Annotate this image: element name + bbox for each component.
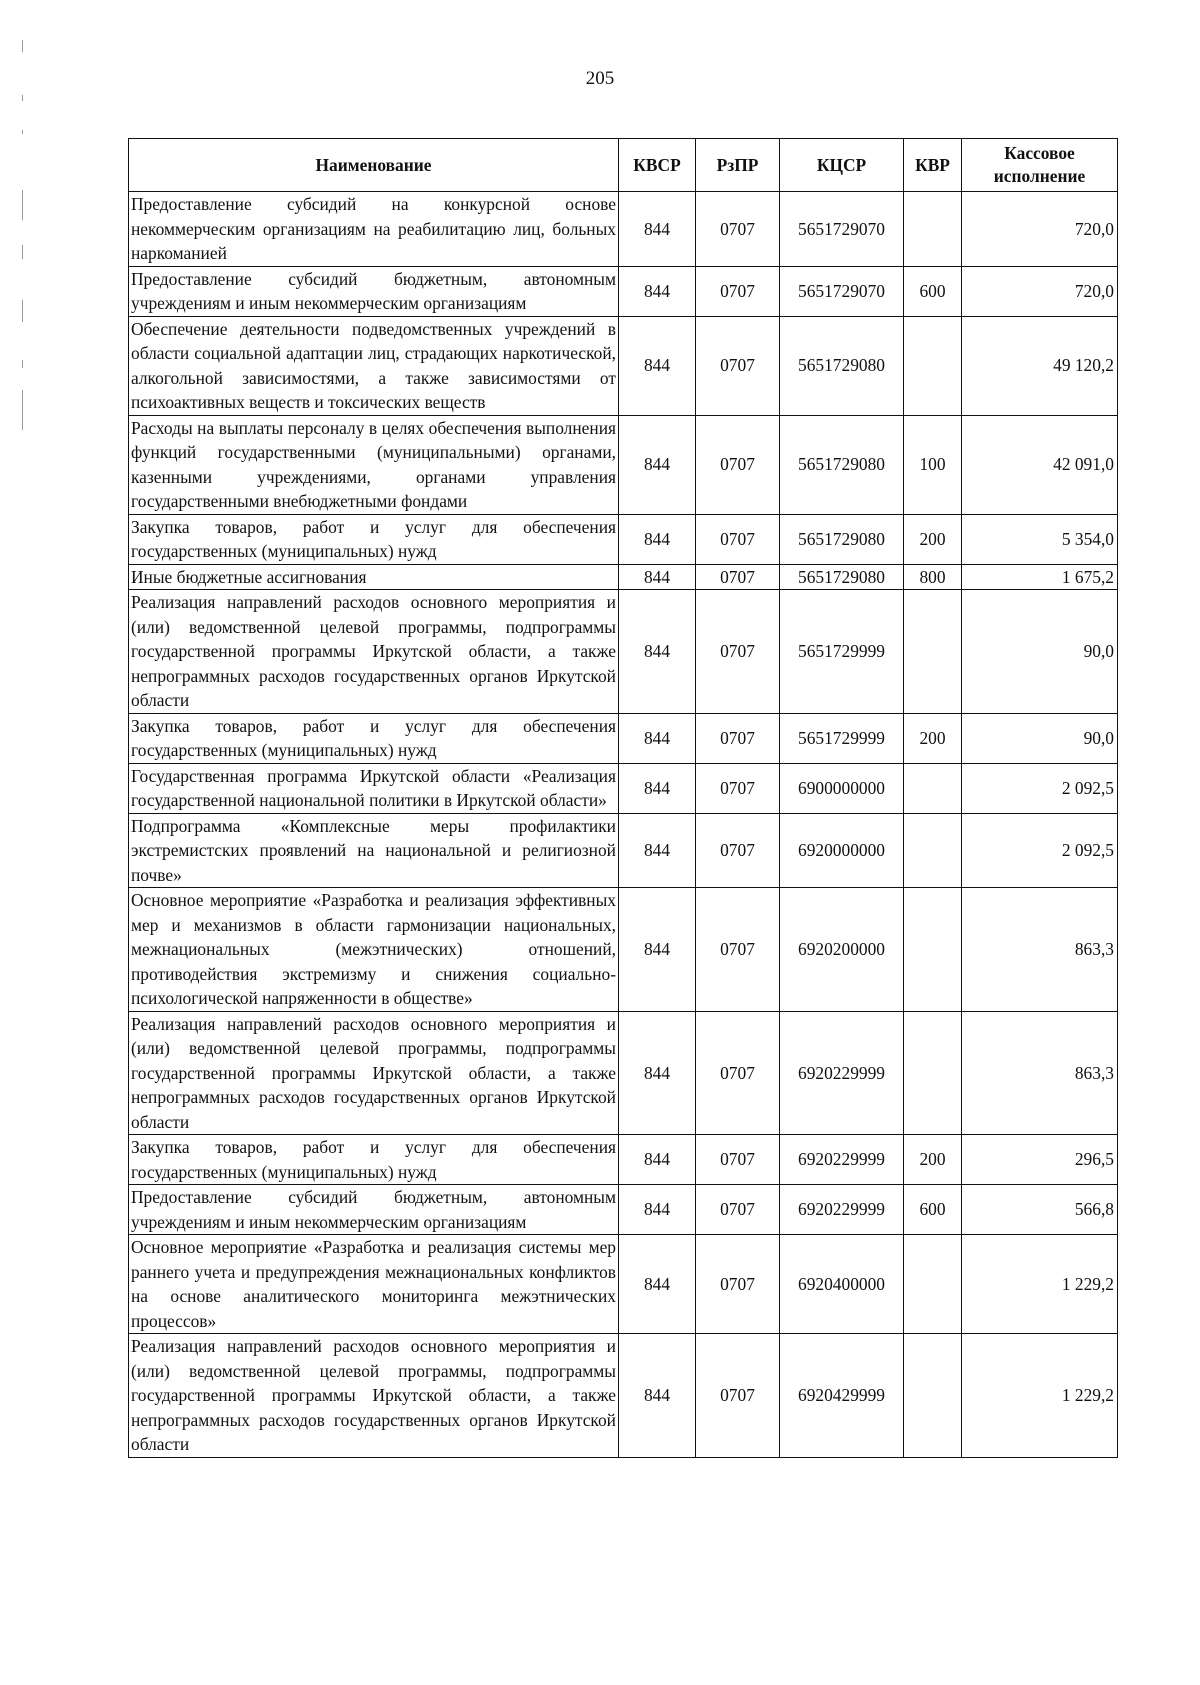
cell-kvr xyxy=(904,590,962,714)
cell-kvsr: 844 xyxy=(619,415,696,514)
cell-kvr: 600 xyxy=(904,266,962,316)
cell-kcsr: 6920400000 xyxy=(780,1235,904,1334)
table-row xyxy=(129,192,1118,267)
cell-rzpr: 0707 xyxy=(696,1135,780,1185)
header-kcsr: КЦСР xyxy=(780,139,904,192)
cell-amount: 90,0 xyxy=(962,590,1118,714)
cell-kcsr: 5651729999 xyxy=(780,590,904,714)
cell-rzpr: 0707 xyxy=(696,1011,780,1135)
cell-amount: 42 091,0 xyxy=(962,415,1118,514)
cell-name: Закупка товаров, работ и услуг для обеспечения государственных (муниципальных) нужд xyxy=(129,713,619,763)
cell-kcsr: 5651729080 xyxy=(780,564,904,590)
cell-kvr: 200 xyxy=(904,713,962,763)
cell-rzpr: 0707 xyxy=(696,590,780,714)
cell-kcsr: 6920229999 xyxy=(780,1135,904,1185)
cell-rzpr: 0707 xyxy=(696,415,780,514)
cell-kcsr: 5651729070 xyxy=(780,266,904,316)
cell-name: Подпрограмма «Комплексные меры профилактики экстремистских проявлений на национальной и религиозной почве» xyxy=(129,813,619,888)
cell-kvsr: 844 xyxy=(619,713,696,763)
cell-kvsr: 844 xyxy=(619,266,696,316)
cell-kvr: 200 xyxy=(904,1135,962,1185)
cell-kvsr: 844 xyxy=(619,1334,696,1458)
cell-kvsr: 844 xyxy=(619,763,696,813)
cell-kvr: 100 xyxy=(904,415,962,514)
cell-name: Предоставление субсидий бюджетным, автономным учреждениям и иным некоммерческим организациям xyxy=(129,266,619,316)
cell-kvr xyxy=(904,316,962,415)
cell-kvsr: 844 xyxy=(619,813,696,888)
cell-kcsr: 5651729999 xyxy=(780,713,904,763)
table-row xyxy=(129,514,1118,564)
table-header-row xyxy=(129,139,1118,192)
cell-kcsr: 6920200000 xyxy=(780,888,904,1012)
cell-kcsr: 5651729070 xyxy=(780,192,904,267)
cell-rzpr: 0707 xyxy=(696,266,780,316)
cell-kcsr: 6920229999 xyxy=(780,1185,904,1235)
cell-amount: 90,0 xyxy=(962,713,1118,763)
table-row xyxy=(129,713,1118,763)
header-kvr: КВР xyxy=(904,139,962,192)
cell-rzpr: 0707 xyxy=(696,316,780,415)
header-rzpr: РзПР xyxy=(696,139,780,192)
cell-kvsr: 844 xyxy=(619,192,696,267)
cell-kvsr: 844 xyxy=(619,564,696,590)
cell-amount: 720,0 xyxy=(962,192,1118,267)
cell-kvsr: 844 xyxy=(619,1235,696,1334)
table-row xyxy=(129,1334,1118,1458)
cell-name: Закупка товаров, работ и услуг для обеспечения государственных (муниципальных) нужд xyxy=(129,514,619,564)
cell-rzpr: 0707 xyxy=(696,713,780,763)
table-row xyxy=(129,1135,1118,1185)
cell-kvr xyxy=(904,813,962,888)
cell-name: Основное мероприятие «Разработка и реализация эффективных мер и механизмов в области гармонизации национальных, межнациональных (межэтнических) отношений, противодействия экстремизму и снижения социально-психологической напряженности в обществе» xyxy=(129,888,619,1012)
cell-rzpr: 0707 xyxy=(696,1334,780,1458)
cell-kcsr: 6920429999 xyxy=(780,1334,904,1458)
cell-kvr xyxy=(904,888,962,1012)
cell-kcsr: 6900000000 xyxy=(780,763,904,813)
header-name: Наименование xyxy=(129,139,619,192)
cell-name: Реализация направлений расходов основного мероприятия и (или) ведомственной целевой программы, подпрограммы государственной программы Иркутской области, а также непрограммных расходов государственных органов Иркутской области xyxy=(129,1011,619,1135)
table-row xyxy=(129,813,1118,888)
cell-rzpr: 0707 xyxy=(696,813,780,888)
cell-kcsr: 5651729080 xyxy=(780,415,904,514)
cell-kvsr: 844 xyxy=(619,590,696,714)
cell-name: Обеспечение деятельности подведомственных учреждений в области социальной адаптации лиц, страдающих наркотической, алкогольной зависимостями, а также зависимостями от психоактивных веществ и токсических веществ xyxy=(129,316,619,415)
table-row xyxy=(129,590,1118,714)
cell-amount: 2 092,5 xyxy=(962,763,1118,813)
cell-rzpr: 0707 xyxy=(696,1185,780,1235)
cell-kcsr: 6920229999 xyxy=(780,1011,904,1135)
cell-kvsr: 844 xyxy=(619,316,696,415)
cell-amount: 1 675,2 xyxy=(962,564,1118,590)
table-row xyxy=(129,1185,1118,1235)
cell-kcsr: 5651729080 xyxy=(780,514,904,564)
cell-name: Реализация направлений расходов основного мероприятия и (или) ведомственной целевой программы, подпрограммы государственной программы Иркутской области, а также непрограммных расходов государственных органов Иркутской области xyxy=(129,1334,619,1458)
cell-kvsr: 844 xyxy=(619,1185,696,1235)
table-row xyxy=(129,266,1118,316)
cell-name: Государственная программа Иркутской области «Реализация государственной национальной политики в Иркутской области» xyxy=(129,763,619,813)
cell-kcsr: 6920000000 xyxy=(780,813,904,888)
cell-rzpr: 0707 xyxy=(696,192,780,267)
table-row xyxy=(129,763,1118,813)
table-row xyxy=(129,415,1118,514)
cell-name: Иные бюджетные ассигнования xyxy=(129,564,619,590)
page-number: 205 xyxy=(585,68,615,89)
cell-name: Основное мероприятие «Разработка и реализация системы мер раннего учета и предупреждения межнациональных конфликтов на основе аналитического мониторинга межэтнических процессов» xyxy=(129,1235,619,1334)
cell-kvr: 600 xyxy=(904,1185,962,1235)
cell-name: Расходы на выплаты персоналу в целях обеспечения выполнения функций государственными (муниципальными) органами, казенными учреждениями, органами управления государственными внебюджетными фондами xyxy=(129,415,619,514)
cell-kvr xyxy=(904,1235,962,1334)
cell-rzpr: 0707 xyxy=(696,888,780,1012)
cell-rzpr: 0707 xyxy=(696,514,780,564)
cell-kvr xyxy=(904,1334,962,1458)
table-row xyxy=(129,564,1118,590)
cell-amount: 1 229,2 xyxy=(962,1334,1118,1458)
cell-name: Предоставление субсидий на конкурсной основе некоммерческим организациям на реабилитацию лиц, больных наркоманией xyxy=(129,192,619,267)
table-row xyxy=(129,1235,1118,1334)
cell-name: Закупка товаров, работ и услуг для обеспечения государственных (муниципальных) нужд xyxy=(129,1135,619,1185)
cell-amount: 566,8 xyxy=(962,1185,1118,1235)
cell-kvsr: 844 xyxy=(619,888,696,1012)
cell-kvsr: 844 xyxy=(619,1011,696,1135)
cell-amount: 1 229,2 xyxy=(962,1235,1118,1334)
cell-kvr xyxy=(904,763,962,813)
cell-kvr xyxy=(904,192,962,267)
cell-amount: 49 120,2 xyxy=(962,316,1118,415)
cell-amount: 2 092,5 xyxy=(962,813,1118,888)
header-kvsr: КВСР xyxy=(619,139,696,192)
table-row xyxy=(129,316,1118,415)
table-row xyxy=(129,1011,1118,1135)
table-body xyxy=(129,192,1118,1458)
cell-kvr: 200 xyxy=(904,514,962,564)
cell-name: Реализация направлений расходов основного мероприятия и (или) ведомственной целевой программы, подпрограммы государственной программы Иркутской области, а также непрограммных расходов государственных органов Иркутской области xyxy=(129,590,619,714)
scan-edge-marks xyxy=(14,30,34,460)
cell-amount: 863,3 xyxy=(962,1011,1118,1135)
cell-kvr: 800 xyxy=(904,564,962,590)
cell-amount: 5 354,0 xyxy=(962,514,1118,564)
cell-name: Предоставление субсидий бюджетным, автономным учреждениям и иным некоммерческим организациям xyxy=(129,1185,619,1235)
cell-rzpr: 0707 xyxy=(696,1235,780,1334)
cell-rzpr: 0707 xyxy=(696,763,780,813)
table-row xyxy=(129,888,1118,1012)
budget-table-container xyxy=(128,138,1117,1458)
cell-amount: 296,5 xyxy=(962,1135,1118,1185)
header-amount: Кассовое исполнение xyxy=(962,139,1118,192)
cell-amount: 863,3 xyxy=(962,888,1118,1012)
cell-kcsr: 5651729080 xyxy=(780,316,904,415)
cell-rzpr: 0707 xyxy=(696,564,780,590)
cell-kvsr: 844 xyxy=(619,1135,696,1185)
budget-table xyxy=(128,138,1118,1458)
cell-kvsr: 844 xyxy=(619,514,696,564)
cell-kvr xyxy=(904,1011,962,1135)
cell-amount: 720,0 xyxy=(962,266,1118,316)
